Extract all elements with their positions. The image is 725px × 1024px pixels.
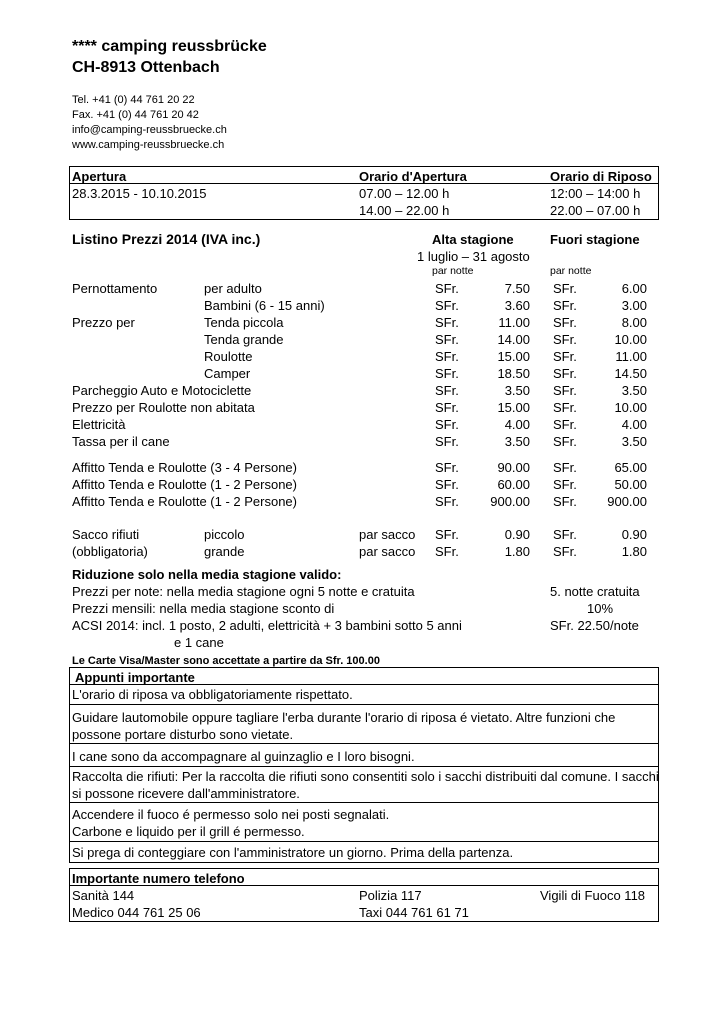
note-item: Si prega di conteggiare con l'amministratore un giorno. Prima della partenza.: [72, 845, 514, 860]
notes-divider: [69, 684, 659, 685]
email-link[interactable]: info@camping-reussbruecke.ch: [72, 124, 227, 136]
high-season-price: 3.60: [504, 298, 530, 313]
low-currency: SFr.: [553, 383, 577, 398]
discount-title: Riduzione solo nella media stagione valido:: [72, 567, 342, 582]
high-currency: SFr.: [435, 434, 459, 449]
low-season-price: 50.00: [614, 477, 647, 492]
rest-hours-2: 22.00 – 07.00 h: [550, 203, 641, 218]
high-season-price: 7.50: [504, 281, 530, 296]
low-currency: SFr.: [553, 400, 577, 415]
low-currency: SFr.: [553, 544, 577, 559]
note-item: Guidare lautomobile oppure tagliare l'erba durante l'orario di riposa é vietato. Altre funzioni che possone portare disturbo sono vietate.: [72, 710, 616, 742]
high-season-price: 15.00: [497, 349, 530, 364]
police-phone: Polizia 117: [359, 888, 422, 903]
high-season-price: 1.80: [504, 544, 530, 559]
high-season-price: 90.00: [497, 460, 530, 475]
price-row-sublabel: Roulotte: [204, 349, 253, 364]
low-season-price: 10.00: [614, 332, 647, 347]
discount-value: SFr. 22.50/note: [550, 618, 639, 633]
low-season-price: 10.00: [614, 400, 647, 415]
rest-hours-1: 12:00 – 14:00 h: [550, 186, 641, 201]
low-currency: SFr.: [553, 298, 577, 313]
high-season-price: 900.00: [490, 494, 530, 509]
high-currency: SFr.: [435, 315, 459, 330]
high-season-price: 18.50: [497, 366, 530, 381]
high-currency: SFr.: [435, 494, 459, 509]
high-currency: SFr.: [435, 332, 459, 347]
high-season-price: 14.00: [497, 332, 530, 347]
low-currency: SFr.: [553, 527, 577, 542]
important-notes-title: Appunti importante: [75, 670, 195, 685]
low-currency: SFr.: [553, 434, 577, 449]
price-row-label: Affitto Tenda e Roulotte (3 - 4 Persone): [72, 460, 297, 475]
high-season-price: 3.50: [504, 383, 530, 398]
high-season-price: 0.90: [504, 527, 530, 542]
low-season-price: 6.00: [621, 281, 647, 296]
high-season-dates: 1 luglio – 31 agosto: [417, 249, 530, 264]
discount-text: e 1 cane: [174, 635, 224, 650]
note-item: L'orario di riposa va obbligatoriamente rispettato.: [72, 687, 353, 702]
price-row-sublabel: per adulto: [204, 281, 262, 296]
health-phone: Sanità 144: [72, 888, 135, 903]
high-season-header: Alta stagione: [432, 232, 514, 247]
price-row-label: Pernottamento: [72, 281, 158, 296]
note-item: Accendere il fuoco é permesso solo nei posti segnalati.: [72, 807, 390, 822]
camping-name: **** camping reussbrücke: [72, 38, 267, 55]
low-currency: SFr.: [553, 332, 577, 347]
high-season-price: 11.00: [498, 315, 530, 330]
low-season-price: 11.00: [615, 349, 647, 364]
discount-value: 5. notte cratuita: [550, 584, 640, 599]
high-currency: SFr.: [435, 366, 459, 381]
discount-text: ACSI 2014: incl. 1 posto, 2 adulti, elettricità + 3 bambini sotto 5 anni: [72, 618, 462, 633]
low-currency: SFr.: [553, 315, 577, 330]
low-currency: SFr.: [553, 477, 577, 492]
low-currency: SFr.: [553, 366, 577, 381]
price-row-sublabel: Bambini (6 - 15 anni): [204, 298, 325, 313]
low-season-price: 14.50: [614, 366, 647, 381]
discount-text: Prezzi mensili: nella media stagione sconto di: [72, 601, 335, 616]
price-row-label: Elettricità: [72, 417, 126, 432]
camping-location: CH-8913 Ottenbach: [72, 59, 220, 76]
fax-number: Fax. +41 (0) 44 761 20 42: [72, 109, 199, 121]
high-currency: SFr.: [435, 298, 459, 313]
high-currency: SFr.: [435, 477, 459, 492]
low-season-header: Fuori stagione: [550, 232, 640, 247]
price-row-label: Affitto Tenda e Roulotte (1 - 2 Persone): [72, 494, 297, 509]
low-currency: SFr.: [553, 281, 577, 296]
low-currency: SFr.: [553, 460, 577, 475]
price-row-label: Prezzo per Roulotte non abitata: [72, 400, 255, 415]
price-list-title: Listino Prezzi 2014 (IVA inc.): [72, 231, 261, 247]
taxi-phone: Taxi 044 761 61 71: [359, 905, 469, 920]
discount-value: 10%: [587, 601, 614, 616]
opening-hours-header: Orario d'Apertura: [359, 169, 467, 184]
fire-phone: Vigili di Fuoco 118: [540, 888, 646, 903]
notes-divider: [69, 704, 659, 705]
price-row-label: Parcheggio Auto e Motociclette: [72, 383, 252, 398]
price-row-label: Affitto Tenda e Roulotte (1 - 2 Persone): [72, 477, 297, 492]
phone-numbers-title: Importante numero telefono: [72, 871, 245, 886]
low-currency: SFr.: [553, 494, 577, 509]
doctor-phone: Medico 044 761 25 06: [72, 905, 201, 920]
low-season-price: 4.00: [621, 417, 647, 432]
low-per-night: par notte: [550, 265, 592, 277]
price-row-sublabel: piccolo: [204, 527, 245, 542]
low-season-price: 8.00: [621, 315, 647, 330]
notes-divider: [69, 743, 659, 744]
price-row-label: Tassa per il cane: [72, 434, 170, 449]
price-row-label: (obbligatoria): [72, 544, 148, 559]
price-row-sublabel: Camper: [204, 366, 251, 381]
low-season-price: 3.50: [621, 434, 647, 449]
high-season-price: 15.00: [497, 400, 530, 415]
high-per-night: par notte: [432, 265, 474, 277]
discount-text: Prezzi per note: nella media stagione ogni 5 notte e cratuita: [72, 584, 415, 599]
low-season-price: 65.00: [614, 460, 647, 475]
low-season-price: 3.00: [621, 298, 647, 313]
high-season-price: 4.00: [504, 417, 530, 432]
high-currency: SFr.: [435, 544, 459, 559]
high-currency: SFr.: [435, 281, 459, 296]
high-currency: SFr.: [435, 400, 459, 415]
low-currency: SFr.: [553, 417, 577, 432]
low-season-price: 3.50: [621, 383, 647, 398]
price-row-label: Prezzo per: [72, 315, 135, 330]
opening-period: 28.3.2015 - 10.10.2015: [72, 186, 207, 201]
note-item: Raccolta die rifiuti: Per la raccolta die rifiuti sono consentiti solo i sacchi distribuiti dal comune. I sacchi si possone ricevere dall'amministratore.: [72, 769, 659, 801]
opening-hours-2: 14.00 – 22.00 h: [359, 203, 450, 218]
tel-number: Tel. +41 (0) 44 761 20 22: [72, 94, 195, 106]
low-season-price: 1.80: [621, 544, 647, 559]
opening-hours-1: 07.00 – 12.00 h: [359, 186, 450, 201]
notes-divider: [69, 841, 659, 842]
low-currency: SFr.: [553, 349, 577, 364]
price-row-label: Sacco rifiuti: [72, 527, 140, 542]
note-item: Carbone e liquido per il grill é permesso.: [72, 824, 305, 839]
price-row-unit: par sacco: [359, 544, 416, 559]
high-currency: SFr.: [435, 460, 459, 475]
price-row-sublabel: grande: [204, 544, 245, 559]
notes-divider: [69, 802, 659, 803]
low-season-price: 0.90: [621, 527, 647, 542]
note-item: I cane sono da accompagnare al guinzaglio e I loro bisogni.: [72, 749, 415, 764]
card-acceptance-note: Le Carte Visa/Master sono accettate a partire da Sfr. 100.00: [72, 655, 380, 667]
high-season-price: 60.00: [497, 477, 530, 492]
high-currency: SFr.: [435, 383, 459, 398]
high-season-price: 3.50: [504, 434, 530, 449]
price-row-sublabel: Tenda piccola: [204, 315, 284, 330]
rest-hours-header: Orario di Riposo: [550, 169, 652, 184]
notes-divider: [69, 766, 659, 767]
low-season-price: 900.00: [607, 494, 647, 509]
opening-header: Apertura: [72, 169, 127, 184]
price-row-sublabel: Tenda grande: [204, 332, 284, 347]
website-link[interactable]: www.camping-reussbruecke.ch: [72, 139, 225, 151]
high-currency: SFr.: [435, 417, 459, 432]
price-row-unit: par sacco: [359, 527, 416, 542]
high-currency: SFr.: [435, 349, 459, 364]
high-currency: SFr.: [435, 527, 459, 542]
